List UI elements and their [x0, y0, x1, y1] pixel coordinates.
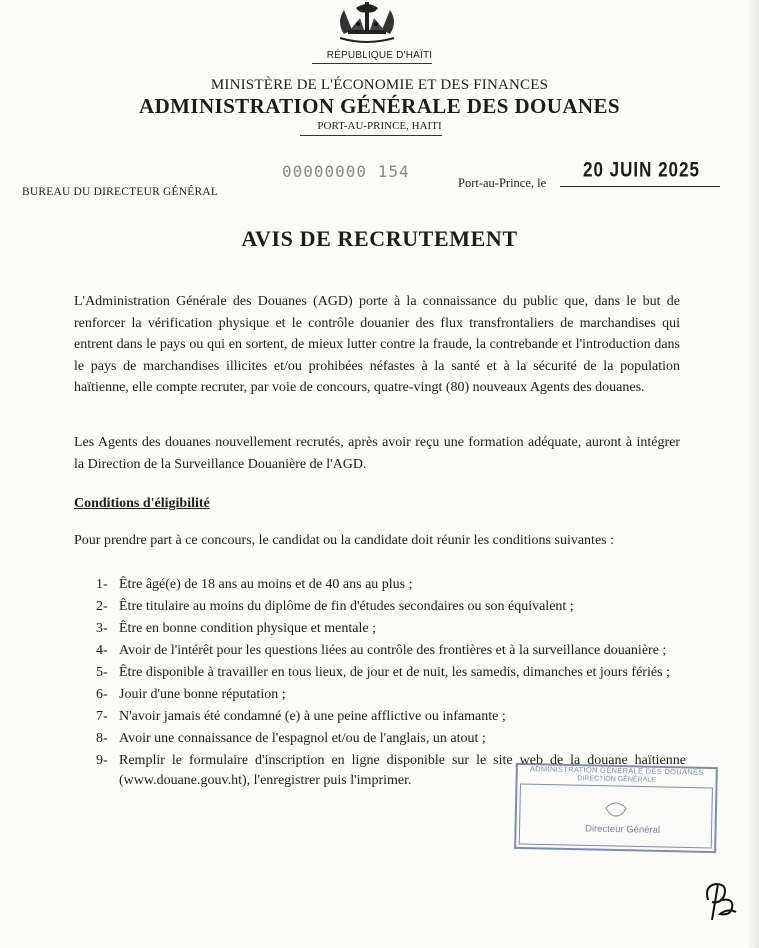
list-item [96, 575, 686, 595]
list-item-number: 6- [96, 687, 108, 702]
section-heading-eligibility: Conditions d'éligibilité [74, 496, 210, 511]
city-underline [300, 135, 442, 136]
list-item-text: Jouir d'une bonne réputation ; [119, 687, 286, 702]
agents-paragraph: Les Agents des douanes nouvellement recrutés, après avoir reçu une formation adéquate, auront à intégrer la Direction de la Surveillance Douanière de l'AGD. [74, 435, 680, 472]
office-label: BUREAU DU DIRECTEUR GÉNÉRAL [22, 186, 219, 198]
official-stamp [513, 762, 719, 854]
conditions-intro: Pour prendre part à ce concours, le candidat ou la candidate doit réunir les conditions suivantes : [74, 533, 614, 548]
list-item-text: Être titulaire au moins du diplôme de fin d'études secondaires ou son équivalent ; [119, 599, 574, 614]
list-item [96, 663, 686, 683]
list-item-number: 8- [96, 731, 108, 746]
page-edge-shadow [747, 0, 759, 948]
conditions-list [96, 575, 686, 793]
list-item-number: 2- [96, 599, 108, 614]
list-item [96, 729, 686, 749]
list-item-number: 9- [96, 753, 108, 768]
list-item [96, 597, 686, 617]
list-item [96, 619, 686, 639]
list-item [96, 707, 686, 727]
list-item-number: 7- [96, 709, 108, 724]
list-item-number: 5- [96, 665, 108, 680]
list-item-number: 1- [96, 577, 108, 592]
stamp-sub-text: DIRECTION GÉNÉRALE [577, 775, 656, 784]
list-item-text: N'avoir jamais été condamné (e) à une peine afflictive ou infamante ; [119, 709, 506, 724]
ministry-name: MINISTÈRE DE L'ÉCONOMIE ET DES FINANCES [210, 77, 549, 93]
agency-name: ADMINISTRATION GÉNÉRALE DES DOUANES [139, 94, 620, 118]
date-stamp: 20 JUIN 2025 [583, 157, 700, 182]
list-item [96, 685, 686, 705]
list-item-text: Être âgé(e) de 18 ans au moins et de 40 ans au plus ; [119, 577, 413, 592]
list-item [96, 641, 686, 661]
coat-of-arms-emblem [330, 0, 404, 44]
list-item-number: 3- [96, 621, 108, 636]
reference-number: 00000000 154 [282, 162, 410, 181]
list-item-text: Être disponible à travailler en tous lieux, de jour et de nuit, les samedis, dimanches et jours fériés ; [119, 665, 670, 680]
list-item-number: 4- [96, 643, 108, 658]
list-item-text: Avoir une connaissance de l'espagnol et/ou de l'anglais, un atout ; [119, 731, 486, 746]
place-label: Port-au-Prince, le [458, 176, 547, 190]
list-item-text: Être en bonne condition physique et mentale ; [119, 621, 376, 636]
list-item-text: Avoir de l'intérêt pour les questions liées au contrôle des frontières et à la surveillance douanière ; [119, 643, 667, 658]
republic-label: RÉPUBLIQUE D'HAÏTI [326, 50, 433, 61]
date-underline [560, 186, 720, 187]
republic-underline [312, 63, 432, 64]
stamp-role-text: Directeur Général [584, 823, 661, 836]
city-label: PORT-AU-PRINCE, HAITI [317, 120, 442, 132]
stamp-agency-text: ADMINISTRATION GÉNÉRALE DES DOUANES [529, 764, 704, 777]
intro-paragraph: L'Administration Générale des Douanes (AGD) porte à la connaissance du public que, dans le but de renforcer la vérification physique et le contrôle douanier des flux transfrontaliers de marchandises qui entrent dans le pays ou qui en sortent, de mieux lutter contre la fraude, la contrebande et l'introduction dans le pays de marchandises illicites et/ou prohibées néfastes à la santé et à la sécurité de la population haïtienne, elle compte recruter, par voie de concours, quatre-vingt (80) nouveaux Agents des douanes. [74, 294, 680, 395]
notice-title: AVIS DE RECRUTEMENT [241, 226, 518, 251]
list-item-text: Remplir le formulaire d'inscription en ligne disponible sur le site web de la douane haïtienne (www.douane.gouv.ht), l'enregistrer puis l'imprimer. [119, 753, 686, 788]
signature-mark [698, 878, 742, 924]
